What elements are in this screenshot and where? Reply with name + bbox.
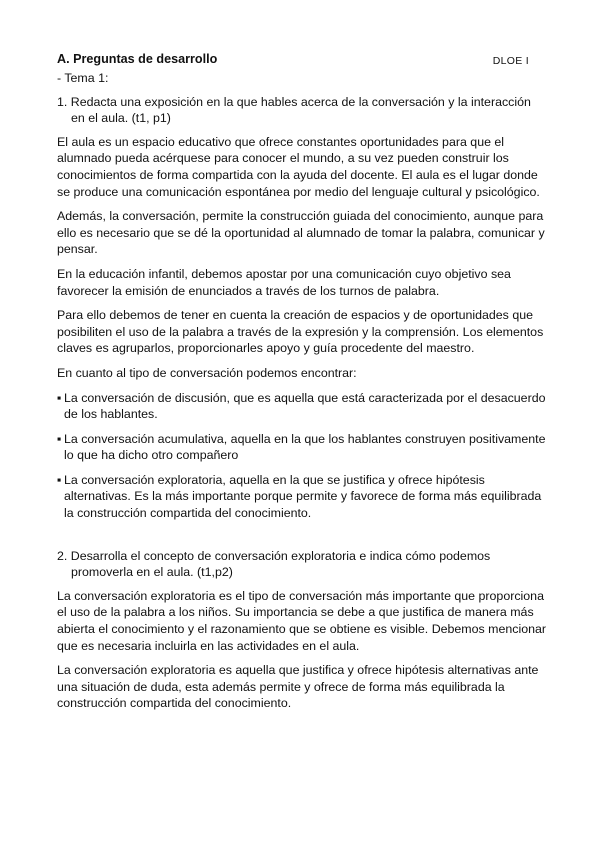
q2-paragraph: La conversación exploratoria es el tipo de conversación más importante que proporciona el uso de la palabra a los niños. Su importancia se debe a que justifica de manera más abierta el conocimiento y el razonamiento que se obtiene es visible. Debemos mencionar que es necesaria incluirla en las actividades en el aula. (57, 588, 547, 653)
theme-label: - Tema 1: (57, 71, 109, 85)
q1-paragraph: Además, la conversación, permite la construcción guiada del conocimiento, aunque para ello es necesario que se dé la oportunidad al alumnado de tomar la palabra, comunicar y pensar. (57, 209, 545, 257)
document-page (57, 51, 547, 720)
q1-paragraph: En la educación infantil, debemos apostar por una comunicación cuyo objetivo sea favorecer la emisión de enunciados a través de los turnos de palabra. (57, 266, 511, 298)
bullet-icon: ▪ (57, 472, 62, 487)
list-item-text: La conversación acumulativa, aquella en la que los hablantes construyen positivamente lo que ha dicho otro compañero (64, 431, 546, 463)
question-2: 2. Desarrolla el concepto de conversación exploratoria e indica cómo podemos promoverla en el aula. (t1,p2) (57, 548, 491, 580)
list-item (57, 390, 547, 423)
question-1: 1. Redacta una exposición en la que hables acerca de la conversación y la interacción en el aula. (t1, p1) (57, 94, 531, 126)
list-item-text: La conversación exploratoria, aquella en la que se justifica y ofrece hipótesis alternativas. Es la más importante porque permite y favorece de forma más equilibrada la construcción compartida del conocimiento. (64, 472, 542, 521)
section-title: A. Preguntas de desarrollo (57, 52, 218, 66)
bullet-icon: ▪ (57, 431, 62, 446)
list-item (57, 431, 547, 464)
bullet-icon: ▪ (57, 390, 62, 405)
section-spacer (57, 530, 547, 548)
document-header (57, 51, 547, 68)
list-item-text: La conversación de discusión, que es aquella que está caracterizada por el desacuerdo de los hablantes. (64, 390, 546, 422)
list-item (57, 472, 547, 522)
q1-paragraph: En cuanto al tipo de conversación podemos encontrar: (57, 365, 357, 380)
q1-paragraph: El aula es un espacio educativo que ofrece constantes oportunidades para que el alumnado pueda acérquese para conocer el mundo, a su vez pueden construir los conocimientos de forma compartida con la ayuda del docente. El aula es el lugar donde se produce una comunicación espontánea por medio del lenguaje cultural y psicológico. (57, 134, 540, 199)
q2-paragraph: La conversación exploratoria es aquella que justifica y ofrece hipótesis alternativas ante una situación de duda, esta además permite y ofrece de forma más equilibrada la construcción compartida del conocimiento. (57, 663, 539, 711)
course-tag: DLOE I (492, 55, 529, 67)
q1-paragraph: Para ello debemos de tener en cuenta la creación de espacios y de oportunidades que posibiliten el uso de la palabra a través de la expresión y la comprensión. Los elementos claves es agruparlos, proporcionarles apoyo y guía procedente del maestro. (57, 308, 544, 356)
